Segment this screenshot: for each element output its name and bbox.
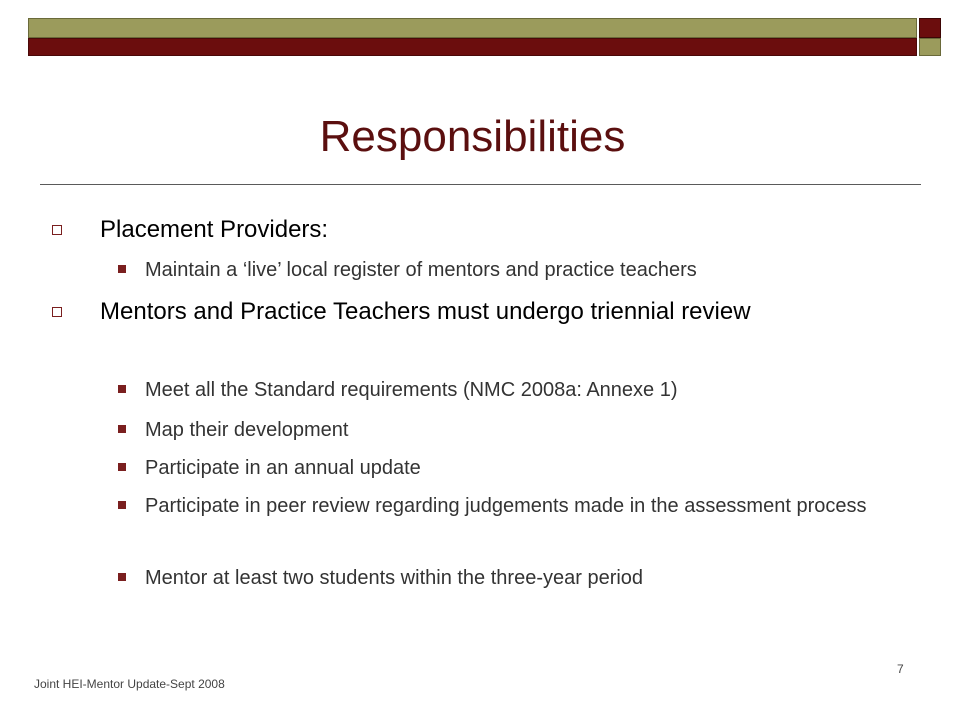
filled-square-bullet-icon xyxy=(118,463,126,471)
hollow-square-bullet-icon xyxy=(52,225,62,235)
sub-bullet-item xyxy=(145,418,905,442)
sub-bullet-text: Map their development xyxy=(145,419,349,441)
page-number: 7 xyxy=(897,662,904,676)
sub-bullet-text: Maintain a ‘live’ local register of mentors and practice teachers xyxy=(145,259,697,281)
sub-bullet-text: Participate in an annual update xyxy=(145,457,421,479)
bullet-item xyxy=(100,296,910,328)
bullet-text: Placement Providers: xyxy=(100,216,329,243)
sub-bullet-item xyxy=(145,378,905,402)
filled-square-bullet-icon xyxy=(118,573,126,581)
sub-bullet-item xyxy=(145,494,905,518)
bullet-item xyxy=(100,214,910,246)
hollow-square-bullet-icon xyxy=(52,307,62,317)
filled-square-bullet-icon xyxy=(118,501,126,509)
sub-bullet-text: Mentor at least two students within the three-year period xyxy=(145,567,644,589)
filled-square-bullet-icon xyxy=(118,385,126,393)
sub-bullet-item xyxy=(145,258,905,282)
sub-bullet-item xyxy=(145,566,905,590)
sub-bullet-text: Participate in peer review regarding judgements made in the assessment process xyxy=(145,495,867,517)
filled-square-bullet-icon xyxy=(118,425,126,433)
filled-square-bullet-icon xyxy=(118,265,126,273)
bullet-text: Mentors and Practice Teachers must undergo triennial review xyxy=(100,298,751,325)
slide-footer: Joint HEI-Mentor Update-Sept 2008 xyxy=(34,677,225,691)
slide-title: Responsibilities xyxy=(319,112,626,161)
sub-bullet-item xyxy=(145,456,905,480)
sub-bullet-text: Meet all the Standard requirements (NMC 2008a: Annexe 1) xyxy=(145,379,678,401)
